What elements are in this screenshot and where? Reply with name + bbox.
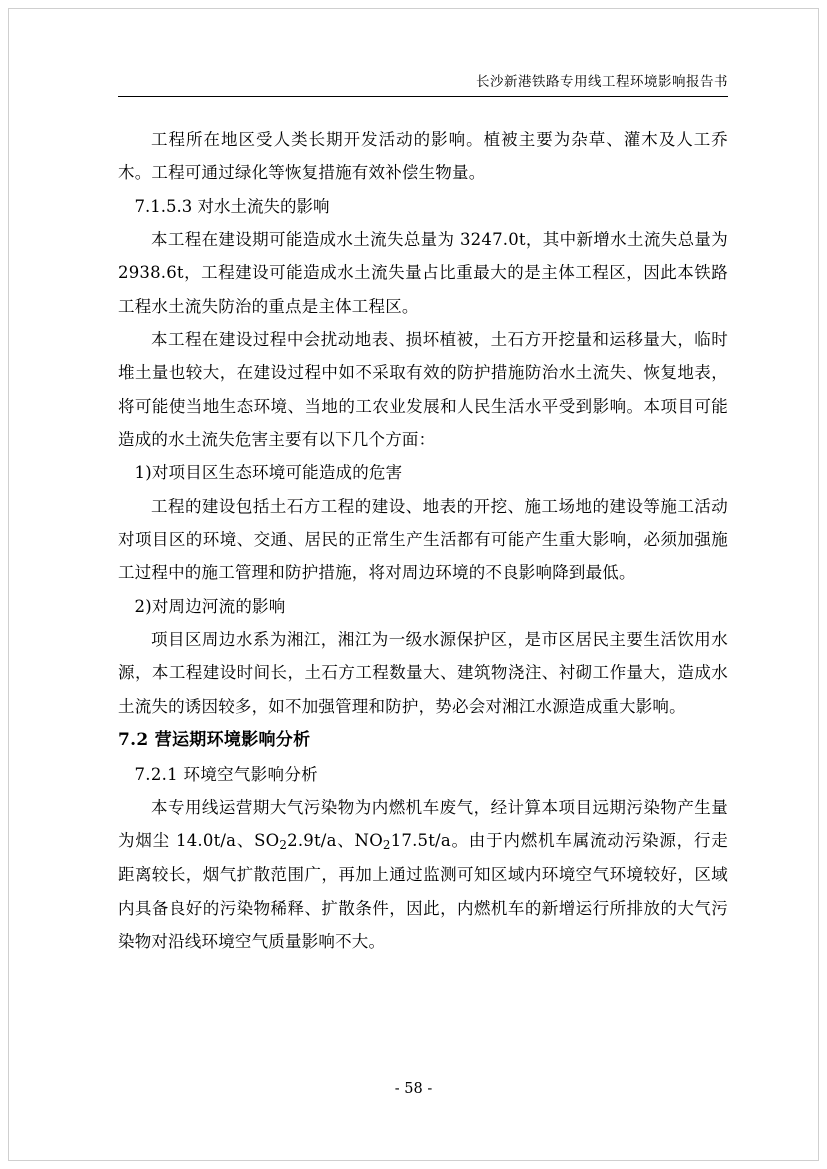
paragraph-list-item-2: 2)对周边河流的影响 xyxy=(134,596,286,616)
paragraph-construction-impact: 本工程在建设过程中会扰动地表、损坏植被，土石方开挖量和运移量大，临时堆土量也较大，在建设过程中如不采取有效的防护措施防治水土流失、恢复地表，将可能使当地生态环境、当地的工农业发展和人民生活水平受到影响。本项目可能造成的水土流失危害主要有以下几个方面： xyxy=(118,329,728,449)
paragraph-intro: 工程所在地区受人类长期开发活动的影响。植被主要为杂草、灌木及人工乔木。工程可通过绿化等恢复措施有效补偿生物量。 xyxy=(118,130,728,183)
paragraph-eco-risk: 工程的建设包括土石方工程的建设、地表的开挖、施工场地的建设等施工活动对项目区的环境、交通、居民的正常生产生活都有可能产生重大影响，必须加强施工过程中的施工管理和防护措施，将对周边环境的不良影响降到最低。 xyxy=(118,496,728,583)
paragraph-list-item-1: 1)对项目区生态环境可能造成的危害 xyxy=(134,463,403,483)
chemical-subscript: 2 xyxy=(279,838,288,853)
heading-7-1-5-3: 7.1.5.3 对水土流失的影响 xyxy=(134,196,330,216)
paragraph-soil-loss-total: 本工程在建设期可能造成水土流失总量为 3247.0t，其中新增水土流失总量为2938.6t，工程建设可能造成水土流失量占比重最大的是主体工程区，因此本铁路工程水土流失防治的重点是主体工程区。 xyxy=(118,229,728,316)
page-header-title: 长沙新港铁路专用线工程环境影响报告书 xyxy=(476,74,728,90)
chemical-subscript: 2 xyxy=(382,838,391,853)
heading-7-2-1: 7.2.1 环境空气影响分析 xyxy=(134,764,318,784)
paragraph-air-quality: 本专用线运营期大气污染物为内燃机车废气，经计算本项目远期污染物产生量为烟尘 14.0t/a、$SO_22.9t/a$、$NO_217.5t/a$。由于内燃机车属流动污染源，行走距离较长，烟气扩散范围广，再加上通过监测可知区域内环境空气环境较好，区域内具备良好的污染物稀释、扩散条件，因此，内燃机车的新增运行所排放的大气污染物对沿线环境空气质量影响不大。 xyxy=(118,798,728,952)
paragraph-river-impact: 项目区周边水系为湘江，湘江为一级水源保护区，是市区居民主要生活饮用水源，本工程建设时间长，土石方工程数量大、建筑物浇注、衬砌工作量大，造成水土流失的诱因较多，如不加强管理和防护，势必会对湘江水源造成重大影响。 xyxy=(118,629,728,716)
heading-7-2: 7.2 营运期环境影响分析 xyxy=(118,729,311,750)
page-content xyxy=(118,70,728,958)
header-divider xyxy=(118,96,728,97)
page-number: - 58 - xyxy=(394,1081,433,1097)
